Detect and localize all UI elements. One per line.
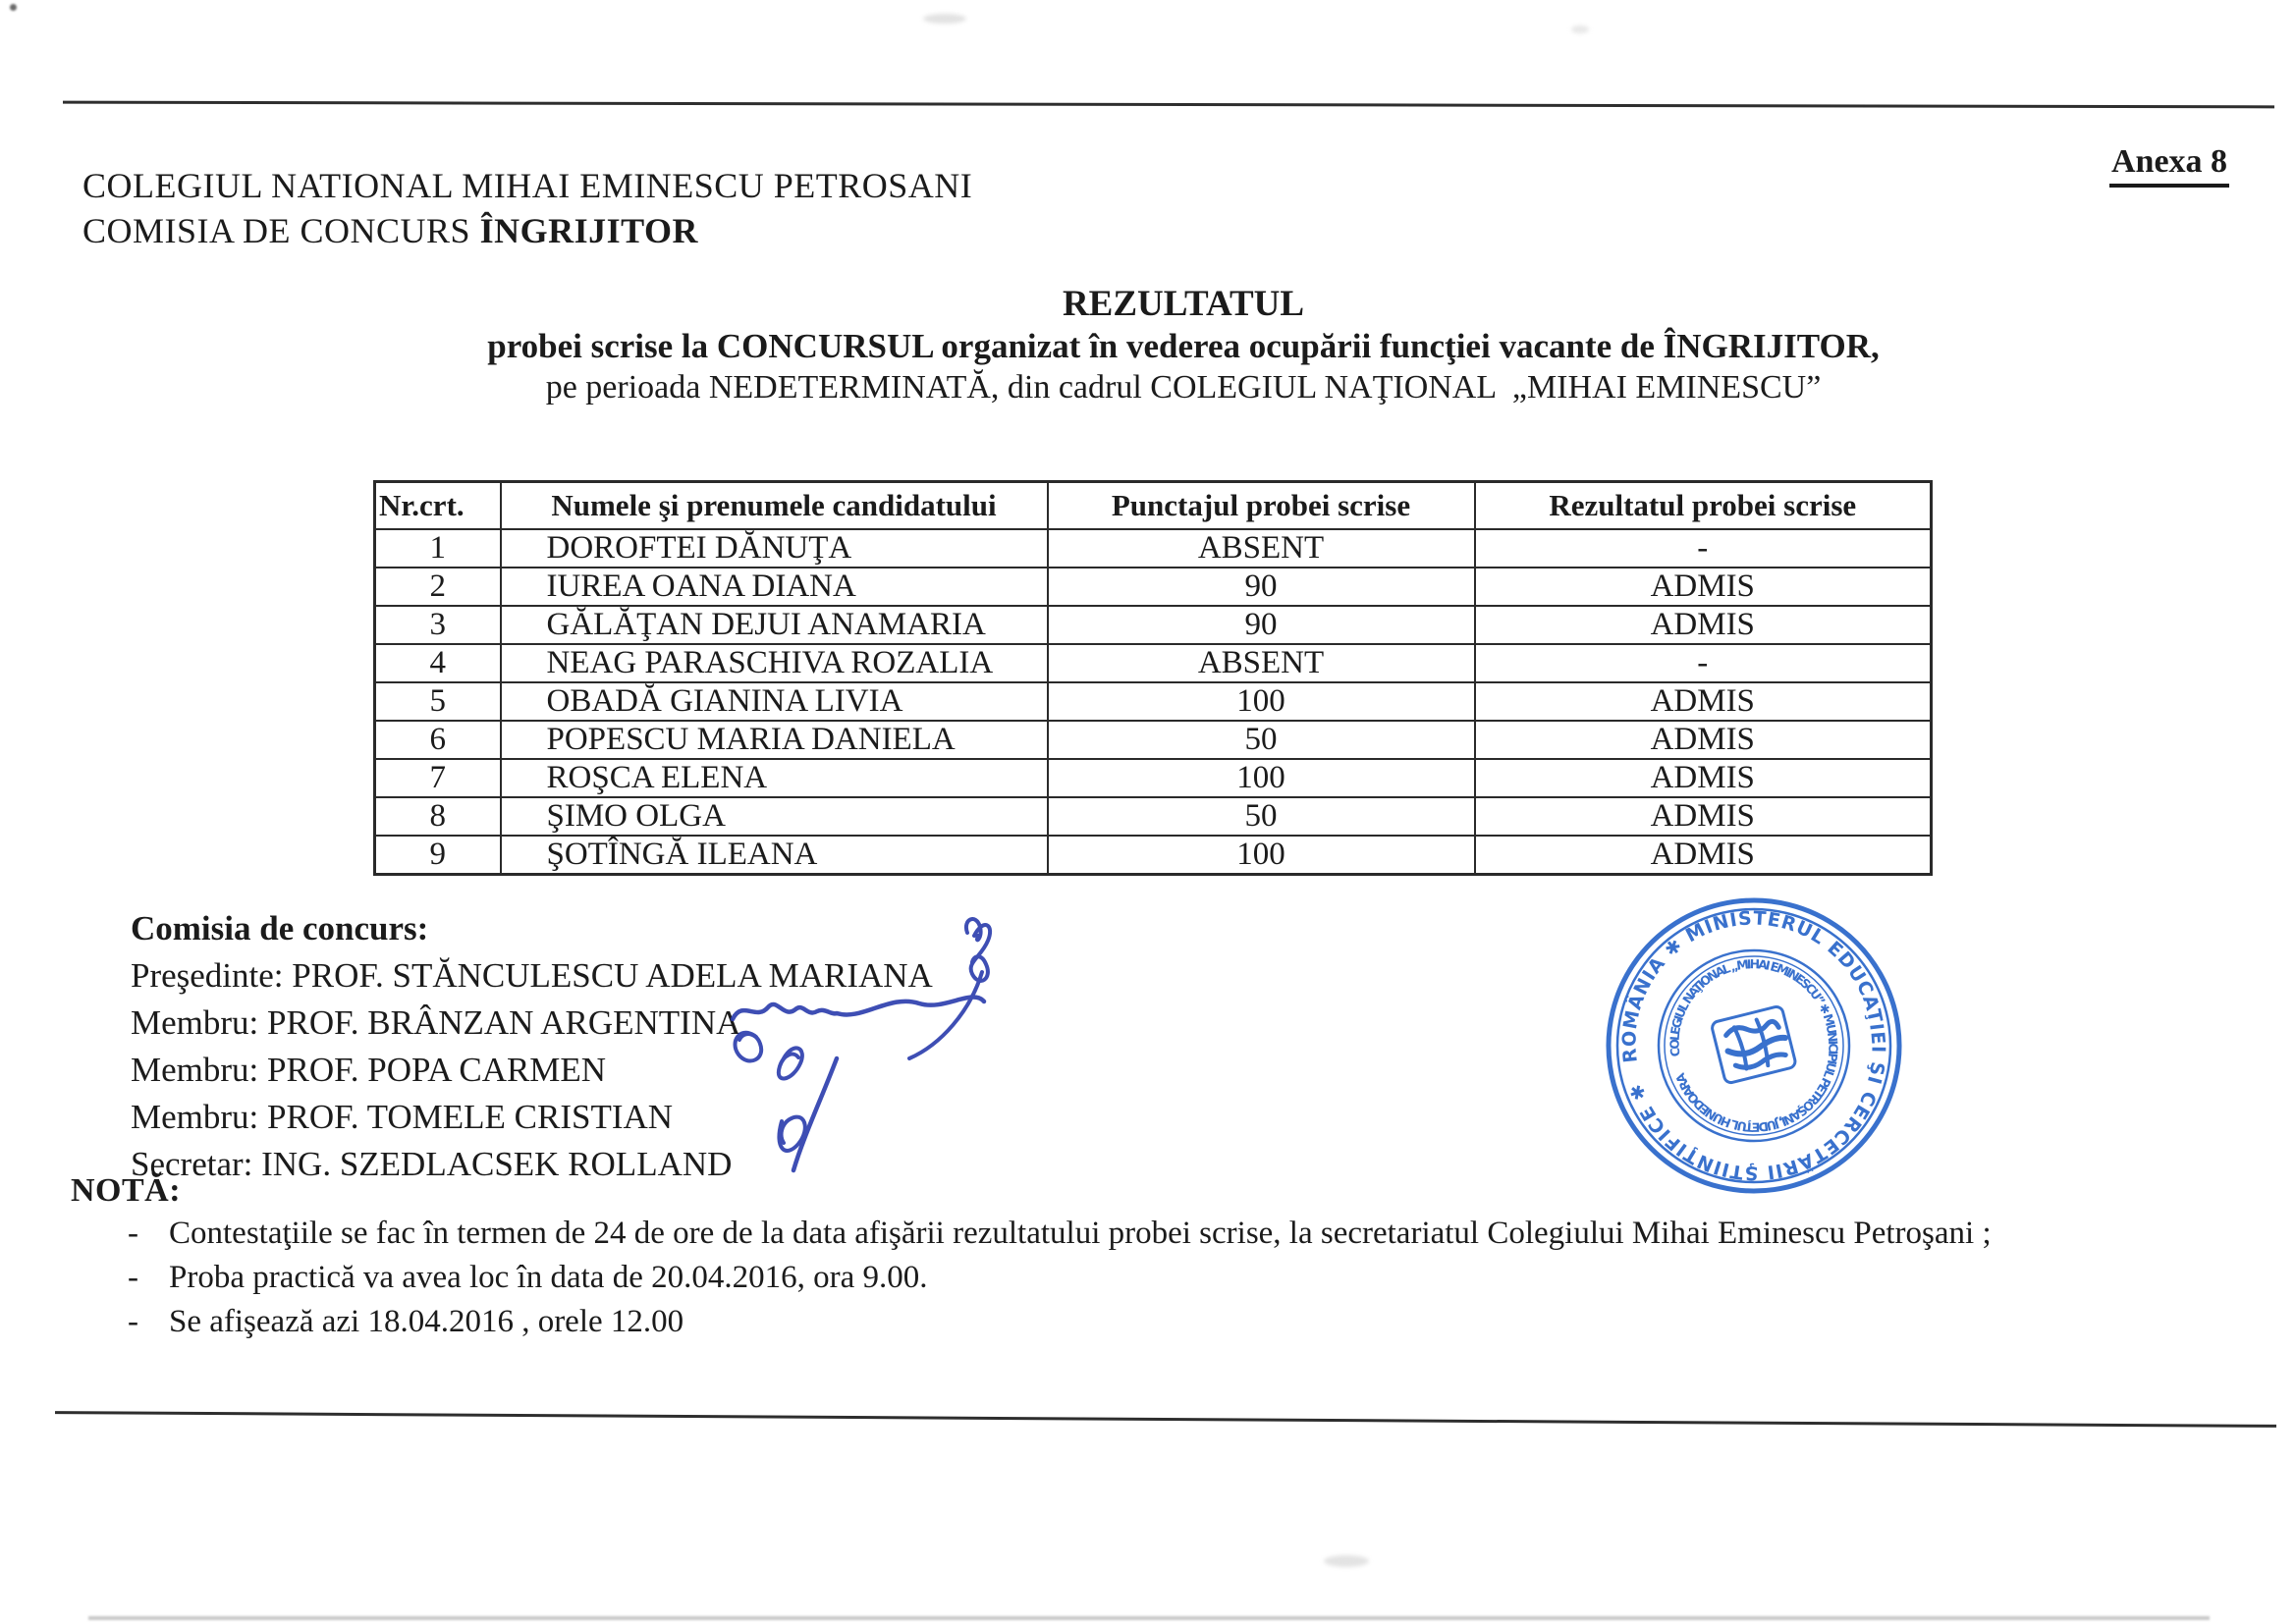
cell-score: 50	[1048, 721, 1475, 759]
committee-member: Preşedinte: PROF. STĂNCULESCU ADELA MARIANA	[131, 956, 933, 995]
cell-score: 50	[1048, 797, 1475, 836]
note-item	[128, 1300, 1992, 1344]
cell-result: ADMIS	[1475, 759, 1932, 797]
cell-name: ROŞCA ELENA	[501, 759, 1048, 797]
signature-stroke	[733, 998, 984, 1019]
cell-name: DOROFTEI DĂNUŢA	[501, 529, 1048, 568]
cell-result: ADMIS	[1475, 606, 1932, 644]
document-title	[79, 283, 2288, 408]
col-header-result: Rezultatul probei scrise	[1475, 482, 1932, 530]
cell-name: OBADĂ GIANINA LIVIA	[501, 682, 1048, 721]
cell-name: NEAG PARASCHIVA ROZALIA	[501, 644, 1048, 682]
cell-nr: 2	[375, 568, 501, 606]
scan-speck	[10, 4, 17, 11]
table-row	[375, 644, 1932, 682]
table-header-row	[375, 482, 1932, 530]
cell-result: ADMIS	[1475, 568, 1932, 606]
scan-speck	[923, 14, 966, 24]
signature-stroke	[966, 919, 990, 981]
cell-nr: 8	[375, 797, 501, 836]
signature-stroke	[735, 1033, 801, 1079]
stamp-inner-ring	[1653, 945, 1855, 1147]
table-row	[375, 797, 1932, 836]
cell-name: GĂLĂŢAN DEJUI ANAMARIA	[501, 606, 1048, 644]
committee-member: Membru: PROF. BRÂNZAN ARGENTINA	[131, 1003, 741, 1042]
stamp-outer-ring	[1604, 895, 1904, 1196]
cell-result: -	[1475, 529, 1932, 568]
cell-result: ADMIS	[1475, 682, 1932, 721]
col-header-name: Numele şi prenumele candidatului	[501, 482, 1048, 530]
note-item	[128, 1212, 1992, 1256]
bullet-dash: -	[128, 1260, 138, 1295]
stamp-outer-text: ROMÂNIA ✱ MINISTERUL EDUCAŢIEI ŞI CERCETĂRII ŞTIINŢIFICE ✱	[1618, 907, 1889, 1184]
institution-name: COLEGIUL NATIONAL MIHAI EMINESCU PETROSANI	[82, 166, 973, 205]
bottom-divider	[55, 1411, 2276, 1428]
col-header-score: Punctajul probei scrise	[1048, 482, 1475, 530]
title-line-2: probei scrise la CONCURSUL organizat în vederea ocupării funcţiei vacante de ÎNGRIJITOR,	[487, 327, 1880, 365]
note-text: Proba practică va avea loc în data de 20.04.2016, ora 9.00.	[169, 1260, 928, 1295]
cell-score: 90	[1048, 606, 1475, 644]
stamp-center-emblem	[1711, 1005, 1796, 1084]
bullet-dash: -	[128, 1216, 138, 1251]
bullet-dash: -	[128, 1304, 138, 1339]
cell-score: 100	[1048, 682, 1475, 721]
scan-speck	[1324, 1555, 1369, 1567]
cell-nr: 9	[375, 836, 501, 875]
cell-nr: 1	[375, 529, 501, 568]
annex-label: Anexa 8	[2109, 143, 2229, 188]
note-title: NOTĂ:	[71, 1172, 182, 1209]
commission-role: ÎNGRIJITOR	[479, 211, 698, 250]
table-row	[375, 568, 1932, 606]
handwritten-signatures	[687, 911, 1021, 1196]
results-table	[373, 480, 1933, 876]
cell-nr: 6	[375, 721, 501, 759]
cell-score: ABSENT	[1048, 529, 1475, 568]
scan-speck	[1571, 26, 1589, 33]
title-line-1: REZULTATUL	[1062, 284, 1305, 324]
note-list	[128, 1212, 1992, 1344]
cell-result: ADMIS	[1475, 836, 1932, 875]
top-divider	[63, 101, 2274, 109]
stamp-inner-text: COLEGIUL NAŢIONAL „MIHAI EMINESCU” ✱ MUNICIPIUL PETROŞANI, JUDEŢUL HUNEDOARA	[1667, 956, 1841, 1135]
note-text: Se afişează azi 18.04.2016 , orele 12.00	[169, 1304, 684, 1339]
committee-member: Membru: PROF. POPA CARMEN	[131, 1051, 607, 1089]
cell-nr: 7	[375, 759, 501, 797]
signature-stroke	[909, 972, 982, 1058]
official-stamp	[1604, 895, 1904, 1196]
signature-stroke	[793, 1058, 837, 1170]
cell-name: ŞOTÎNGĂ ILEANA	[501, 836, 1048, 875]
cell-result: ADMIS	[1475, 797, 1932, 836]
cell-score: ABSENT	[1048, 644, 1475, 682]
table-row	[375, 682, 1932, 721]
commission-name: COMISIA DE CONCURS ÎNGRIJITOR	[82, 211, 698, 250]
table-row	[375, 529, 1932, 568]
scanner-bottom-edge	[88, 1616, 2210, 1620]
cell-name: ŞIMO OLGA	[501, 797, 1048, 836]
note-item	[128, 1256, 1992, 1300]
committee-title: Comisia de concurs:	[131, 909, 429, 947]
document-header	[82, 163, 972, 253]
cell-name: POPESCU MARIA DANIELA	[501, 721, 1048, 759]
cell-result: -	[1475, 644, 1932, 682]
cell-nr: 3	[375, 606, 501, 644]
table-row	[375, 606, 1932, 644]
committee-member: Membru: PROF. TOMELE CRISTIAN	[131, 1098, 674, 1136]
cell-score: 100	[1048, 836, 1475, 875]
cell-nr: 4	[375, 644, 501, 682]
col-header-nr: Nr.crt.	[375, 482, 501, 530]
committee-member: Secretar: ING. SZEDLACSEK ROLLAND	[131, 1145, 733, 1183]
cell-result: ADMIS	[1475, 721, 1932, 759]
stamp-second-ring	[1604, 895, 1904, 1196]
title-line-3: pe perioada NEDETERMINATĂ, din cadrul COLEGIUL NAŢIONAL „MIHAI EMINESCU”	[545, 369, 1822, 406]
cell-name: IUREA OANA DIANA	[501, 568, 1048, 606]
table-row	[375, 721, 1932, 759]
table-row	[375, 759, 1932, 797]
cell-score: 90	[1048, 568, 1475, 606]
cell-score: 100	[1048, 759, 1475, 797]
cell-nr: 5	[375, 682, 501, 721]
note-text: Contestaţiile se fac în termen de 24 de ore de la data afişării rezultatului probei scrise, la secretariatul Colegiului Mihai Eminescu Petroşani ;	[169, 1216, 1992, 1251]
table-row	[375, 836, 1932, 875]
